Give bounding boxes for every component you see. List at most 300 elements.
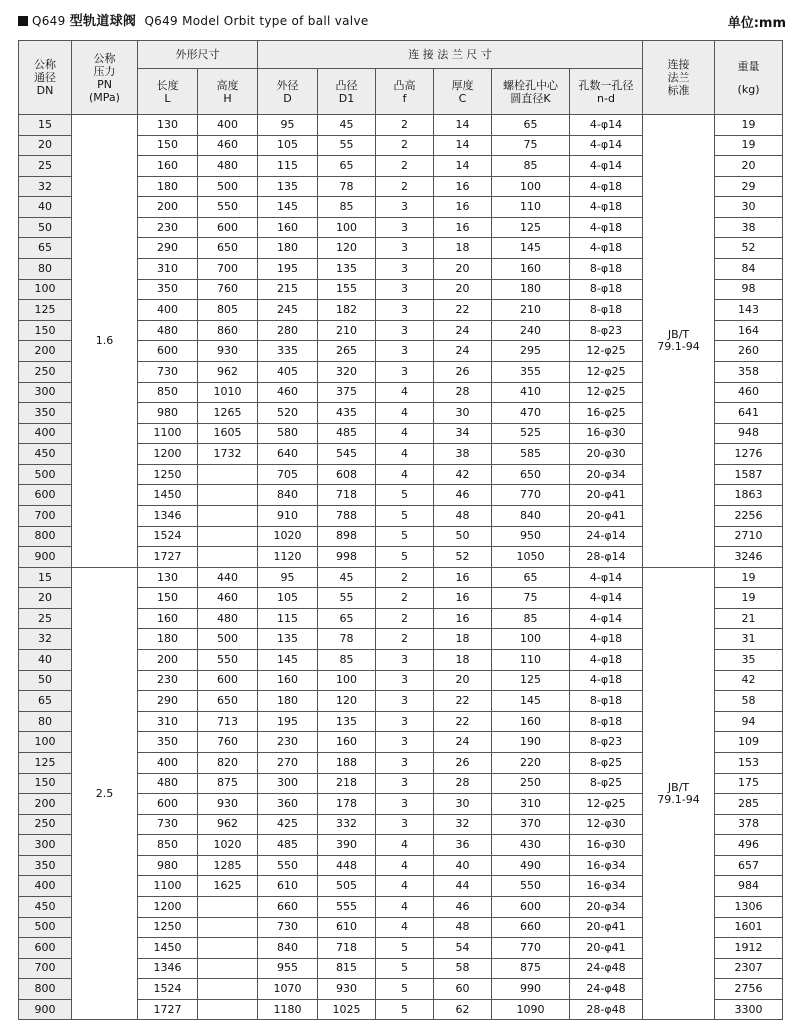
- cell-length: 290: [138, 691, 198, 712]
- title-cn: 型轨道球阀: [69, 14, 137, 29]
- cell-weight: 378: [715, 814, 783, 835]
- cell-bolt-circle: 310: [492, 794, 570, 815]
- cell-height: 930: [198, 794, 258, 815]
- cell-length: 200: [138, 650, 198, 671]
- cell-raised-height: 4: [376, 403, 434, 424]
- cell-length: 350: [138, 732, 198, 753]
- cell-holes: 8-φ25: [570, 773, 643, 794]
- cell-bolt-circle: 525: [492, 423, 570, 444]
- cell-bolt-circle: 490: [492, 855, 570, 876]
- header-length: 长度 L: [138, 69, 198, 115]
- cell-thickness: 26: [434, 752, 492, 773]
- cell-bolt-circle: 770: [492, 938, 570, 959]
- cell-height: [198, 979, 258, 1000]
- cell-dn: 350: [19, 403, 72, 424]
- cell-thickness: 46: [434, 485, 492, 506]
- cell-raised-height: 3: [376, 217, 434, 238]
- page-title: [18, 10, 369, 29]
- cell-outer-diameter: 270: [258, 752, 318, 773]
- cell-length: 600: [138, 341, 198, 362]
- cell-length: 230: [138, 217, 198, 238]
- cell-height: [198, 896, 258, 917]
- cell-bolt-circle: 585: [492, 444, 570, 465]
- cell-holes: 24-φ14: [570, 526, 643, 547]
- cell-bolt-circle: 370: [492, 814, 570, 835]
- spec-table: [18, 40, 783, 1020]
- cell-raised-height: 5: [376, 958, 434, 979]
- cell-weight: 153: [715, 752, 783, 773]
- cell-height: 1625: [198, 876, 258, 897]
- cell-raised-height: 5: [376, 999, 434, 1020]
- cell-dn: 150: [19, 320, 72, 341]
- cell-raised-diameter: 135: [318, 259, 376, 280]
- cell-outer-diameter: 580: [258, 423, 318, 444]
- cell-outer-diameter: 180: [258, 238, 318, 259]
- header-od: 外径 D: [258, 69, 318, 115]
- cell-bolt-circle: 950: [492, 526, 570, 547]
- cell-raised-height: 3: [376, 752, 434, 773]
- cell-raised-height: 2: [376, 608, 434, 629]
- cell-bolt-circle: 250: [492, 773, 570, 794]
- cell-thickness: 60: [434, 979, 492, 1000]
- cell-raised-height: 5: [376, 505, 434, 526]
- cell-thickness: 24: [434, 320, 492, 341]
- cell-raised-height: 2: [376, 176, 434, 197]
- cell-raised-height: 3: [376, 259, 434, 280]
- cell-raised-height: 3: [376, 670, 434, 691]
- cell-outer-diameter: 730: [258, 917, 318, 938]
- cell-holes: 8-φ23: [570, 320, 643, 341]
- cell-holes: 8-φ18: [570, 279, 643, 300]
- table-row: [19, 115, 783, 136]
- cell-holes: 4-φ18: [570, 176, 643, 197]
- cell-length: 1524: [138, 979, 198, 1000]
- cell-height: [198, 999, 258, 1020]
- cell-height: 500: [198, 176, 258, 197]
- cell-dn: 100: [19, 279, 72, 300]
- cell-raised-height: 3: [376, 300, 434, 321]
- cell-outer-diameter: 955: [258, 958, 318, 979]
- cell-height: [198, 917, 258, 938]
- cell-raised-diameter: 135: [318, 711, 376, 732]
- cell-length: 400: [138, 300, 198, 321]
- cell-weight: 52: [715, 238, 783, 259]
- header-f: 凸高 f: [376, 69, 434, 115]
- cell-bolt-circle: 550: [492, 876, 570, 897]
- cell-raised-diameter: 545: [318, 444, 376, 465]
- cell-length: 480: [138, 773, 198, 794]
- cell-height: 460: [198, 135, 258, 156]
- flange-standard-line: JB/T: [667, 780, 690, 794]
- cell-length: 310: [138, 711, 198, 732]
- cell-weight: 1601: [715, 917, 783, 938]
- cell-weight: 164: [715, 320, 783, 341]
- cell-raised-diameter: 85: [318, 197, 376, 218]
- cell-outer-diameter: 550: [258, 855, 318, 876]
- cell-length: 1100: [138, 423, 198, 444]
- cell-outer-diameter: 195: [258, 259, 318, 280]
- cell-holes: 4-φ14: [570, 156, 643, 177]
- cell-height: 1285: [198, 855, 258, 876]
- cell-raised-height: 4: [376, 855, 434, 876]
- cell-length: 180: [138, 176, 198, 197]
- cell-height: 700: [198, 259, 258, 280]
- cell-height: 760: [198, 279, 258, 300]
- cell-dn: 65: [19, 238, 72, 259]
- cell-holes: 8-φ25: [570, 752, 643, 773]
- cell-outer-diameter: 610: [258, 876, 318, 897]
- cell-weight: 98: [715, 279, 783, 300]
- cell-bolt-circle: 75: [492, 135, 570, 156]
- cell-outer-diameter: 335: [258, 341, 318, 362]
- cell-outer-diameter: 360: [258, 794, 318, 815]
- cell-weight: 38: [715, 217, 783, 238]
- cell-outer-diameter: 195: [258, 711, 318, 732]
- cell-bolt-circle: 145: [492, 238, 570, 259]
- cell-raised-diameter: 182: [318, 300, 376, 321]
- cell-thickness: 18: [434, 238, 492, 259]
- cell-dn: 500: [19, 917, 72, 938]
- cell-outer-diameter: 145: [258, 650, 318, 671]
- cell-raised-height: 2: [376, 567, 434, 588]
- cell-holes: 4-φ14: [570, 588, 643, 609]
- cell-raised-height: 2: [376, 588, 434, 609]
- cell-outer-diameter: 1020: [258, 526, 318, 547]
- cell-length: 480: [138, 320, 198, 341]
- cell-weight: 657: [715, 855, 783, 876]
- header-dn: 公称 通径 DN: [19, 41, 72, 115]
- cell-thickness: 46: [434, 896, 492, 917]
- cell-holes: 4-φ18: [570, 629, 643, 650]
- cell-dn: 300: [19, 835, 72, 856]
- table-row: [19, 567, 783, 588]
- cell-length: 1450: [138, 485, 198, 506]
- cell-dn: 800: [19, 979, 72, 1000]
- cell-holes: 12-φ25: [570, 794, 643, 815]
- cell-thickness: 54: [434, 938, 492, 959]
- cell-thickness: 24: [434, 732, 492, 753]
- cell-dn: 15: [19, 115, 72, 136]
- cell-dn: 600: [19, 485, 72, 506]
- pressure-cell: 1.6: [72, 115, 138, 568]
- cell-height: [198, 526, 258, 547]
- cell-length: 160: [138, 156, 198, 177]
- cell-raised-height: 4: [376, 423, 434, 444]
- cell-bolt-circle: 410: [492, 382, 570, 403]
- cell-weight: 31: [715, 629, 783, 650]
- cell-dn: 80: [19, 711, 72, 732]
- cell-length: 290: [138, 238, 198, 259]
- cell-thickness: 30: [434, 403, 492, 424]
- cell-thickness: 58: [434, 958, 492, 979]
- cell-holes: 4-φ14: [570, 567, 643, 588]
- cell-outer-diameter: 840: [258, 938, 318, 959]
- cell-outer-diameter: 105: [258, 588, 318, 609]
- cell-height: 1010: [198, 382, 258, 403]
- cell-raised-height: 3: [376, 773, 434, 794]
- cell-weight: 260: [715, 341, 783, 362]
- cell-height: 962: [198, 814, 258, 835]
- cell-bolt-circle: 660: [492, 917, 570, 938]
- cell-height: 930: [198, 341, 258, 362]
- cell-outer-diameter: 520: [258, 403, 318, 424]
- cell-raised-height: 4: [376, 464, 434, 485]
- cell-raised-height: 4: [376, 876, 434, 897]
- cell-weight: 35: [715, 650, 783, 671]
- flange-standard-cell: [643, 115, 715, 568]
- cell-dn: 40: [19, 650, 72, 671]
- cell-bolt-circle: 110: [492, 650, 570, 671]
- cell-height: 805: [198, 300, 258, 321]
- cell-length: 850: [138, 835, 198, 856]
- cell-outer-diameter: 135: [258, 629, 318, 650]
- cell-bolt-circle: 145: [492, 691, 570, 712]
- cell-length: 600: [138, 794, 198, 815]
- cell-thickness: 28: [434, 382, 492, 403]
- cell-weight: 30: [715, 197, 783, 218]
- cell-length: 1200: [138, 896, 198, 917]
- cell-thickness: 16: [434, 217, 492, 238]
- cell-raised-height: 2: [376, 629, 434, 650]
- cell-raised-diameter: 555: [318, 896, 376, 917]
- cell-weight: 109: [715, 732, 783, 753]
- cell-thickness: 14: [434, 135, 492, 156]
- cell-dn: 25: [19, 608, 72, 629]
- cell-weight: 984: [715, 876, 783, 897]
- cell-weight: 1912: [715, 938, 783, 959]
- cell-thickness: 16: [434, 567, 492, 588]
- cell-length: 130: [138, 567, 198, 588]
- cell-raised-diameter: 45: [318, 567, 376, 588]
- cell-holes: 8-φ18: [570, 711, 643, 732]
- cell-weight: 2256: [715, 505, 783, 526]
- cell-thickness: 20: [434, 259, 492, 280]
- cell-raised-diameter: 100: [318, 670, 376, 691]
- square-bullet-icon: [18, 16, 28, 26]
- cell-holes: 8-φ23: [570, 732, 643, 753]
- cell-weight: 19: [715, 588, 783, 609]
- cell-thickness: 14: [434, 156, 492, 177]
- cell-raised-diameter: 85: [318, 650, 376, 671]
- cell-weight: 285: [715, 794, 783, 815]
- cell-raised-diameter: 435: [318, 403, 376, 424]
- cell-thickness: 48: [434, 505, 492, 526]
- cell-length: 730: [138, 361, 198, 382]
- cell-outer-diameter: 705: [258, 464, 318, 485]
- cell-height: 600: [198, 670, 258, 691]
- cell-raised-height: 3: [376, 361, 434, 382]
- cell-bolt-circle: 295: [492, 341, 570, 362]
- cell-thickness: 48: [434, 917, 492, 938]
- cell-height: 460: [198, 588, 258, 609]
- cell-dn: 20: [19, 135, 72, 156]
- cell-height: 820: [198, 752, 258, 773]
- cell-bolt-circle: 430: [492, 835, 570, 856]
- cell-weight: 2710: [715, 526, 783, 547]
- cell-outer-diameter: 460: [258, 382, 318, 403]
- cell-length: 1100: [138, 876, 198, 897]
- cell-bolt-circle: 75: [492, 588, 570, 609]
- cell-length: 1727: [138, 999, 198, 1020]
- cell-outer-diameter: 145: [258, 197, 318, 218]
- cell-dn: 40: [19, 197, 72, 218]
- cell-thickness: 42: [434, 464, 492, 485]
- cell-weight: 3300: [715, 999, 783, 1020]
- cell-length: 1524: [138, 526, 198, 547]
- cell-thickness: 16: [434, 608, 492, 629]
- cell-dn: 500: [19, 464, 72, 485]
- cell-raised-diameter: 930: [318, 979, 376, 1000]
- cell-raised-diameter: 608: [318, 464, 376, 485]
- cell-holes: 8-φ18: [570, 691, 643, 712]
- cell-bolt-circle: 65: [492, 567, 570, 588]
- cell-holes: 24-φ48: [570, 958, 643, 979]
- cell-dn: 65: [19, 691, 72, 712]
- cell-thickness: 40: [434, 855, 492, 876]
- cell-bolt-circle: 650: [492, 464, 570, 485]
- cell-thickness: 52: [434, 547, 492, 568]
- cell-raised-diameter: 178: [318, 794, 376, 815]
- cell-raised-diameter: 120: [318, 238, 376, 259]
- cell-dn: 350: [19, 855, 72, 876]
- cell-raised-diameter: 265: [318, 341, 376, 362]
- cell-dn: 800: [19, 526, 72, 547]
- cell-bolt-circle: 190: [492, 732, 570, 753]
- cell-height: 962: [198, 361, 258, 382]
- cell-weight: 496: [715, 835, 783, 856]
- cell-height: 1265: [198, 403, 258, 424]
- cell-holes: 20-φ30: [570, 444, 643, 465]
- cell-thickness: 28: [434, 773, 492, 794]
- cell-dn: 250: [19, 814, 72, 835]
- cell-outer-diameter: 160: [258, 670, 318, 691]
- cell-raised-height: 4: [376, 382, 434, 403]
- cell-raised-height: 3: [376, 279, 434, 300]
- cell-outer-diameter: 115: [258, 608, 318, 629]
- cell-length: 980: [138, 403, 198, 424]
- cell-raised-height: 3: [376, 711, 434, 732]
- cell-thickness: 32: [434, 814, 492, 835]
- cell-bolt-circle: 240: [492, 320, 570, 341]
- cell-outer-diameter: 425: [258, 814, 318, 835]
- cell-weight: 1306: [715, 896, 783, 917]
- cell-dn: 450: [19, 444, 72, 465]
- cell-outer-diameter: 300: [258, 773, 318, 794]
- cell-holes: 20-φ41: [570, 917, 643, 938]
- cell-raised-diameter: 390: [318, 835, 376, 856]
- cell-bolt-circle: 85: [492, 156, 570, 177]
- cell-bolt-circle: 875: [492, 958, 570, 979]
- cell-holes: 4-φ18: [570, 670, 643, 691]
- cell-raised-diameter: 65: [318, 608, 376, 629]
- cell-raised-height: 2: [376, 115, 434, 136]
- cell-dn: 400: [19, 876, 72, 897]
- cell-raised-height: 4: [376, 835, 434, 856]
- cell-thickness: 22: [434, 711, 492, 732]
- cell-thickness: 44: [434, 876, 492, 897]
- header-nd: 孔数一孔径 n-d: [570, 69, 643, 115]
- cell-weight: 19: [715, 135, 783, 156]
- cell-raised-diameter: 332: [318, 814, 376, 835]
- cell-raised-height: 4: [376, 896, 434, 917]
- cell-height: 713: [198, 711, 258, 732]
- cell-length: 1200: [138, 444, 198, 465]
- cell-dn: 300: [19, 382, 72, 403]
- cell-length: 1727: [138, 547, 198, 568]
- header-outline: 外形尺寸: [138, 41, 258, 69]
- cell-raised-diameter: 718: [318, 938, 376, 959]
- cell-raised-height: 3: [376, 238, 434, 259]
- cell-length: 1450: [138, 938, 198, 959]
- cell-bolt-circle: 990: [492, 979, 570, 1000]
- cell-bolt-circle: 210: [492, 300, 570, 321]
- cell-thickness: 22: [434, 691, 492, 712]
- cell-holes: 4-φ14: [570, 135, 643, 156]
- cell-thickness: 38: [434, 444, 492, 465]
- cell-height: [198, 464, 258, 485]
- cell-dn: 400: [19, 423, 72, 444]
- cell-holes: 20-φ41: [570, 938, 643, 959]
- header-flange: 连 接 法 兰 尺 寸: [258, 41, 643, 69]
- cell-dn: 32: [19, 176, 72, 197]
- cell-holes: 12-φ25: [570, 382, 643, 403]
- cell-holes: 16-φ34: [570, 855, 643, 876]
- cell-length: 980: [138, 855, 198, 876]
- cell-raised-diameter: 218: [318, 773, 376, 794]
- cell-length: 200: [138, 197, 198, 218]
- cell-thickness: 26: [434, 361, 492, 382]
- header-height: 高度 H: [198, 69, 258, 115]
- cell-raised-diameter: 898: [318, 526, 376, 547]
- cell-length: 1346: [138, 505, 198, 526]
- cell-raised-height: 5: [376, 485, 434, 506]
- cell-dn: 20: [19, 588, 72, 609]
- cell-holes: 12-φ25: [570, 341, 643, 362]
- cell-bolt-circle: 1090: [492, 999, 570, 1020]
- cell-outer-diameter: 1180: [258, 999, 318, 1020]
- cell-dn: 125: [19, 752, 72, 773]
- cell-weight: 358: [715, 361, 783, 382]
- header-pn: 公称 压力 PN (MPa): [72, 41, 138, 115]
- cell-raised-height: 3: [376, 814, 434, 835]
- cell-bolt-circle: 100: [492, 629, 570, 650]
- cell-bolt-circle: 180: [492, 279, 570, 300]
- cell-raised-height: 3: [376, 794, 434, 815]
- cell-bolt-circle: 85: [492, 608, 570, 629]
- cell-weight: 2756: [715, 979, 783, 1000]
- cell-thickness: 22: [434, 300, 492, 321]
- cell-bolt-circle: 220: [492, 752, 570, 773]
- cell-height: 440: [198, 567, 258, 588]
- cell-thickness: 30: [434, 794, 492, 815]
- cell-length: 1250: [138, 917, 198, 938]
- cell-bolt-circle: 840: [492, 505, 570, 526]
- header-c: 厚度 C: [434, 69, 492, 115]
- title-code: Q649: [32, 14, 66, 28]
- cell-height: 860: [198, 320, 258, 341]
- cell-holes: 4-φ18: [570, 238, 643, 259]
- cell-raised-height: 4: [376, 444, 434, 465]
- cell-length: 180: [138, 629, 198, 650]
- cell-outer-diameter: 135: [258, 176, 318, 197]
- cell-weight: 2307: [715, 958, 783, 979]
- cell-outer-diameter: 245: [258, 300, 318, 321]
- cell-dn: 25: [19, 156, 72, 177]
- cell-raised-diameter: 55: [318, 135, 376, 156]
- cell-weight: 58: [715, 691, 783, 712]
- cell-raised-height: 2: [376, 156, 434, 177]
- header-std: 连接 法兰 标准: [643, 41, 715, 115]
